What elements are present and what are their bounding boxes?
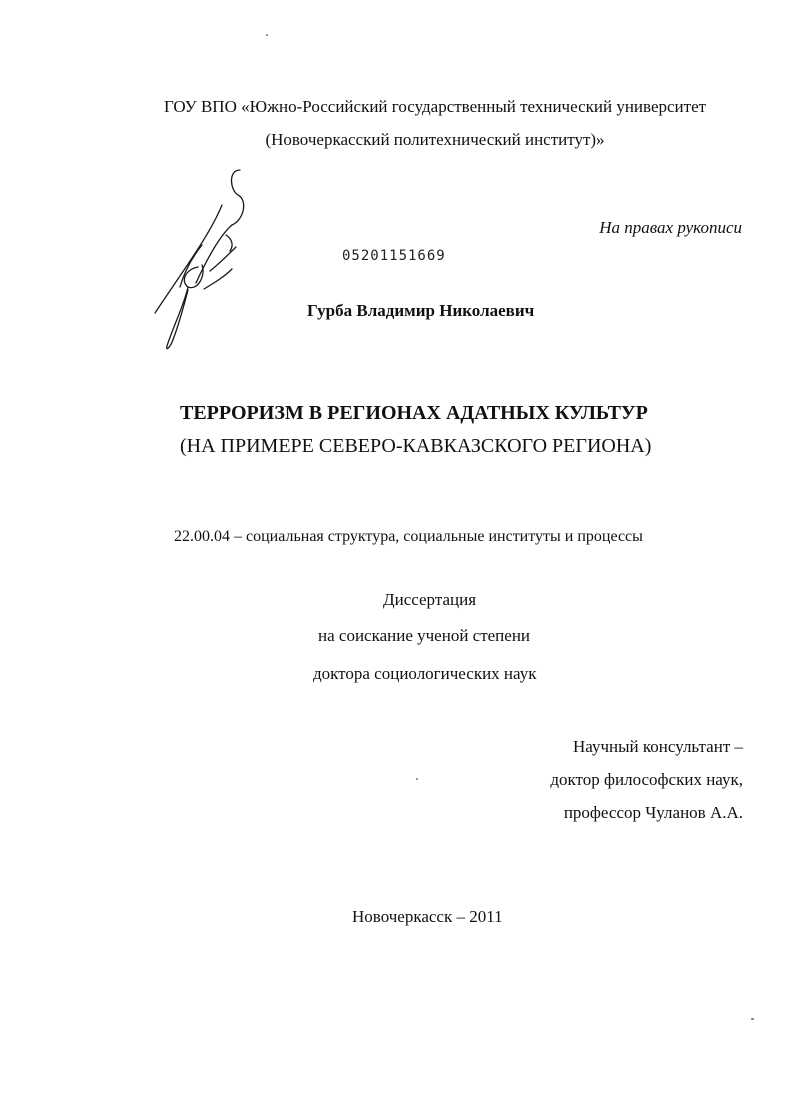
scan-speck: [751, 1018, 754, 1020]
author-name: Гурба Владимир Николаевич: [307, 301, 535, 320]
scan-speck: [266, 34, 268, 36]
dissertation-title-line-1: ТЕРРОРИЗМ В РЕГИОНАХ АДАТНЫХ КУЛЬТУР: [180, 402, 648, 424]
degree-line-2: доктора социологических наук: [313, 664, 537, 683]
university-name-line-2: (Новочеркасский политехнический институт)»: [265, 130, 605, 149]
university-name-line-1: ГОУ ВПО «Южно-Российский государственный технический университет: [163, 97, 707, 116]
consultant-name: профессор Чуланов А.А.: [563, 803, 743, 822]
scan-speck: [416, 778, 418, 780]
handwritten-signature: [140, 165, 260, 355]
manuscript-note: На правах рукописи: [599, 218, 742, 237]
specialty-code: 22.00.04 – социальная структура, социальные институты и процессы: [174, 528, 643, 545]
dissertation-title-line-2: (НА ПРИМЕРЕ СЕВЕРО-КАВКАЗСКОГО РЕГИОНА): [180, 435, 652, 457]
document-type: Диссертация: [383, 590, 477, 609]
consultant-role: Научный консультант –: [573, 737, 743, 756]
degree-line-1: на соискание ученой степени: [318, 626, 531, 645]
consultant-degree: доктор философских наук,: [550, 770, 743, 789]
city-year: Новочеркасск – 2011: [352, 907, 503, 926]
inventory-number: 05201151669: [342, 248, 446, 264]
